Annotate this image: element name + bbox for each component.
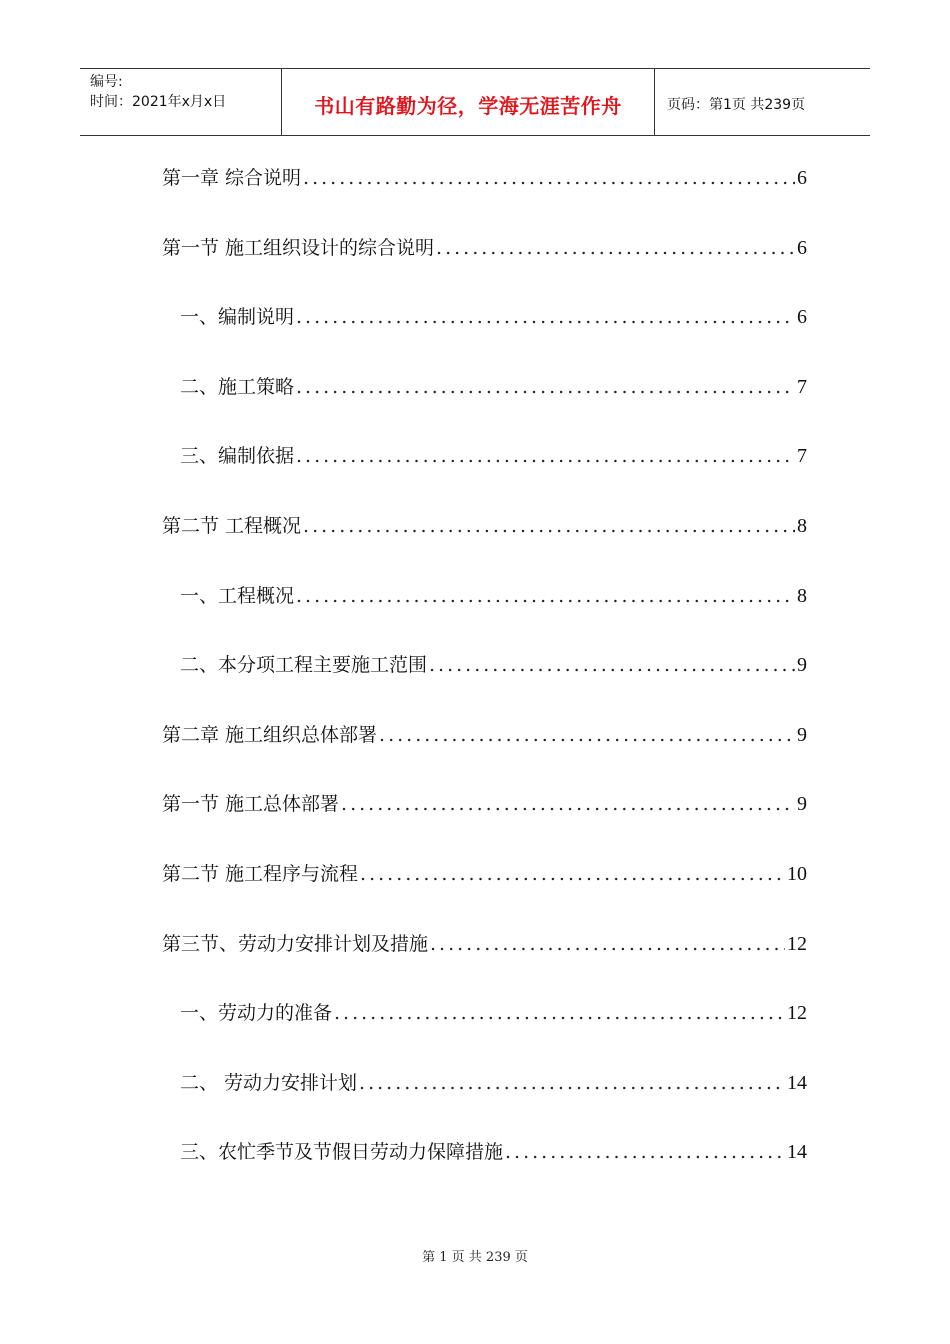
toc-entry[interactable]	[162, 929, 807, 999]
document-time: 时间：2021年x月x日	[90, 94, 227, 110]
page-header	[80, 68, 870, 136]
toc-entry-page-number: 14	[787, 1141, 807, 1164]
toc-entry-page-number: 8	[797, 514, 807, 537]
toc-entry-title: 第一节 施工组织设计的综合说明	[162, 236, 435, 259]
toc-entry-page-number: 6	[797, 236, 807, 259]
toc-dot-leader	[296, 585, 795, 607]
toc-entry-title: 第二节 工程概况	[162, 514, 302, 537]
toc-entry[interactable]	[162, 859, 807, 929]
toc-dot-leader	[436, 237, 795, 259]
toc-entry-title: 二、施工策略	[180, 375, 295, 398]
toc-entry[interactable]	[162, 511, 807, 581]
toc-entry[interactable]	[162, 1137, 807, 1207]
toc-dot-leader	[303, 515, 795, 537]
toc-entry-page-number: 7	[797, 445, 807, 468]
toc-dot-leader	[505, 1141, 785, 1163]
toc-entry[interactable]	[162, 998, 807, 1068]
page-footer: 第 1 页 共 239 页	[422, 1250, 528, 1265]
toc-dot-leader	[341, 793, 795, 815]
toc-entry-title: 一、工程概况	[180, 584, 295, 607]
toc-entry-page-number: 12	[787, 932, 807, 955]
toc-entry[interactable]	[162, 720, 807, 790]
toc-entry[interactable]	[162, 441, 807, 511]
toc-entry-page-number: 12	[787, 1002, 807, 1025]
toc-entry-title: 二、本分项工程主要施工范围	[180, 654, 428, 677]
toc-entry-title: 第二节 施工程序与流程	[162, 862, 359, 885]
toc-dot-leader	[296, 445, 795, 467]
toc-dot-leader	[379, 724, 795, 746]
header-motto: 书山有路勤为径，学海无涯苦作舟	[282, 69, 655, 135]
table-of-contents	[162, 163, 807, 1207]
toc-entry-title: 第一章 综合说明	[162, 167, 302, 189]
toc-entry-title: 第二章 施工组织总体部署	[162, 723, 378, 746]
toc-entry-page-number: 14	[787, 1071, 807, 1094]
toc-entry[interactable]	[162, 372, 807, 442]
toc-entry-page-number: 8	[797, 584, 807, 607]
toc-entry[interactable]	[162, 233, 807, 303]
toc-entry-page-number: 6	[797, 167, 807, 189]
toc-entry-page-number: 10	[787, 862, 807, 885]
toc-dot-leader	[303, 167, 795, 189]
toc-dot-leader	[429, 654, 795, 676]
toc-entry[interactable]	[162, 789, 807, 859]
toc-dot-leader	[430, 933, 785, 955]
toc-dot-leader	[360, 863, 785, 885]
toc-dot-leader	[296, 306, 795, 328]
toc-entry[interactable]	[162, 650, 807, 720]
toc-entry-title: 一、劳动力的准备	[180, 1002, 333, 1025]
toc-entry-page-number: 9	[797, 723, 807, 746]
toc-entry-title: 第一节 施工总体部署	[162, 793, 340, 816]
toc-entry-page-number: 9	[797, 793, 807, 816]
toc-entry[interactable]	[162, 163, 807, 233]
header-page-info: 页码：第1页 共239页	[667, 97, 806, 113]
toc-entry[interactable]	[162, 581, 807, 651]
toc-entry-title: 第三节、劳动力安排计划及措施	[162, 932, 429, 955]
toc-entry[interactable]	[162, 302, 807, 372]
toc-entry-page-number: 9	[797, 654, 807, 677]
toc-entry-page-number: 6	[797, 306, 807, 329]
toc-entry-title: 三、编制依据	[180, 445, 295, 468]
toc-entry[interactable]	[162, 1068, 807, 1138]
toc-dot-leader	[334, 1002, 785, 1024]
toc-entry-page-number: 7	[797, 375, 807, 398]
toc-entry-title: 二、 劳动力安排计划	[180, 1071, 358, 1094]
toc-dot-leader	[359, 1072, 785, 1094]
toc-entry-title: 一、编制说明	[180, 306, 295, 329]
toc-entry-title: 三、农忙季节及节假日劳动力保障措施	[180, 1141, 504, 1164]
document-number-label: 编号:	[90, 74, 123, 90]
header-meta	[80, 69, 282, 135]
toc-dot-leader	[296, 376, 795, 398]
